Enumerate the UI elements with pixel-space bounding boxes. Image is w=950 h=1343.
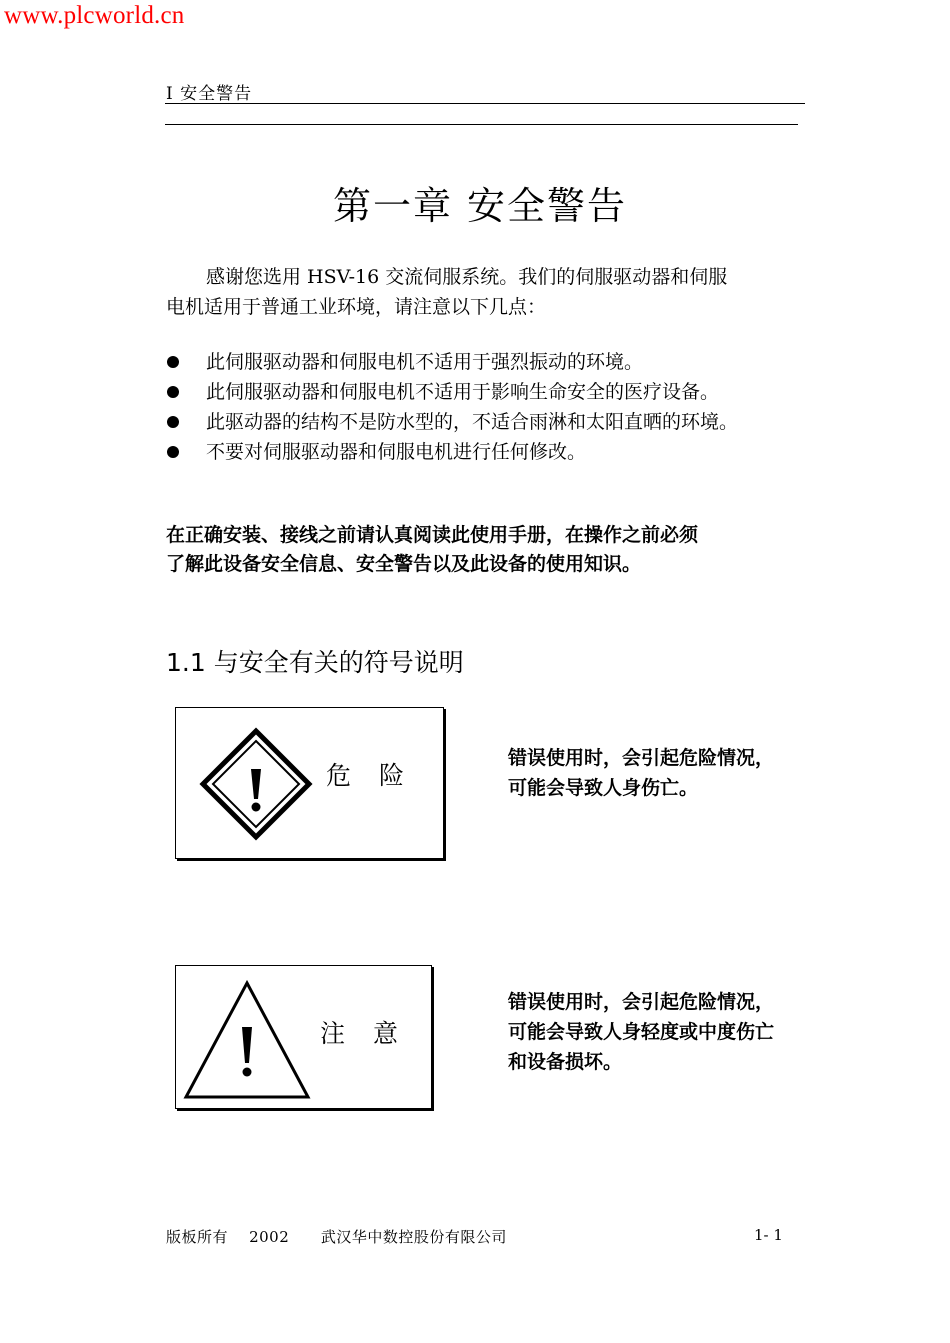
caution-symbol-box — [175, 965, 432, 1109]
header-rule-bottom — [165, 124, 798, 125]
safety-reading-notice — [166, 521, 806, 579]
caution-desc-line-1: 错误使用时，会引起危险情况， — [508, 991, 775, 1013]
list-item-text: 此伺服驱动器和伺服电机不适用于强烈振动的环境。 — [206, 351, 644, 373]
safety-notice-line-1: 在正确安装、接线之前请认真阅读此使用手册，在操作之前必须 — [166, 524, 699, 546]
caution-triangle-icon — [182, 979, 312, 1101]
bullet-dot-icon — [167, 416, 179, 428]
notice-list — [166, 347, 806, 467]
chapter-title: 第一章 安全警告 — [332, 184, 628, 228]
list-item — [166, 347, 806, 377]
list-item — [166, 437, 806, 467]
bullet-dot-icon — [167, 356, 179, 368]
footer-copyright: 版板所有 2002 武汉华中数控股份有限公司 — [166, 1228, 507, 1246]
danger-symbol-box — [175, 707, 444, 859]
caution-desc-line-2: 可能会导致人身轻度或中度伤亡 — [508, 1021, 775, 1043]
list-item — [166, 407, 806, 437]
list-item-text: 此伺服驱动器和伺服电机不适用于影响生命安全的医疗设备。 — [206, 381, 720, 403]
intro-line-1: 感谢您选用 HSV-16 交流伺服系统。我们的伺服驱动器和伺服 — [206, 266, 728, 288]
safety-notice-line-2: 了解此设备安全信息、安全警告以及此设备的使用知识。 — [166, 553, 642, 575]
danger-desc-line-2: 可能会导致人身伤亡。 — [508, 777, 699, 799]
bullet-dot-icon — [167, 446, 179, 458]
caution-desc-line-3: 和设备损坏。 — [508, 1051, 623, 1073]
page-number: 1- 1 — [754, 1226, 783, 1244]
list-item-text: 此驱动器的结构不是防水型的，不适合雨淋和太阳直晒的环境。 — [206, 411, 739, 433]
header-rule-top — [165, 103, 805, 104]
danger-description — [508, 743, 848, 803]
intro-paragraph — [166, 262, 806, 322]
section-title: 1.1 与安全有关的符号说明 — [166, 648, 464, 677]
danger-label: 危险 — [326, 761, 433, 790]
intro-line-2: 电机适用于普通工业环境，请注意以下几点： — [166, 296, 547, 318]
list-item — [166, 377, 806, 407]
caution-description — [508, 987, 848, 1077]
bullet-dot-icon — [167, 386, 179, 398]
list-item-text: 不要对伺服驱动器和伺服电机进行任何修改。 — [206, 441, 587, 463]
running-header: I 安全警告 — [166, 84, 253, 104]
danger-desc-line-1: 错误使用时，会引起危险情况， — [508, 747, 775, 769]
caution-label: 注意 — [320, 1019, 427, 1048]
watermark-url: www.plcworld.cn — [4, 2, 185, 29]
danger-diamond-icon — [199, 727, 313, 841]
